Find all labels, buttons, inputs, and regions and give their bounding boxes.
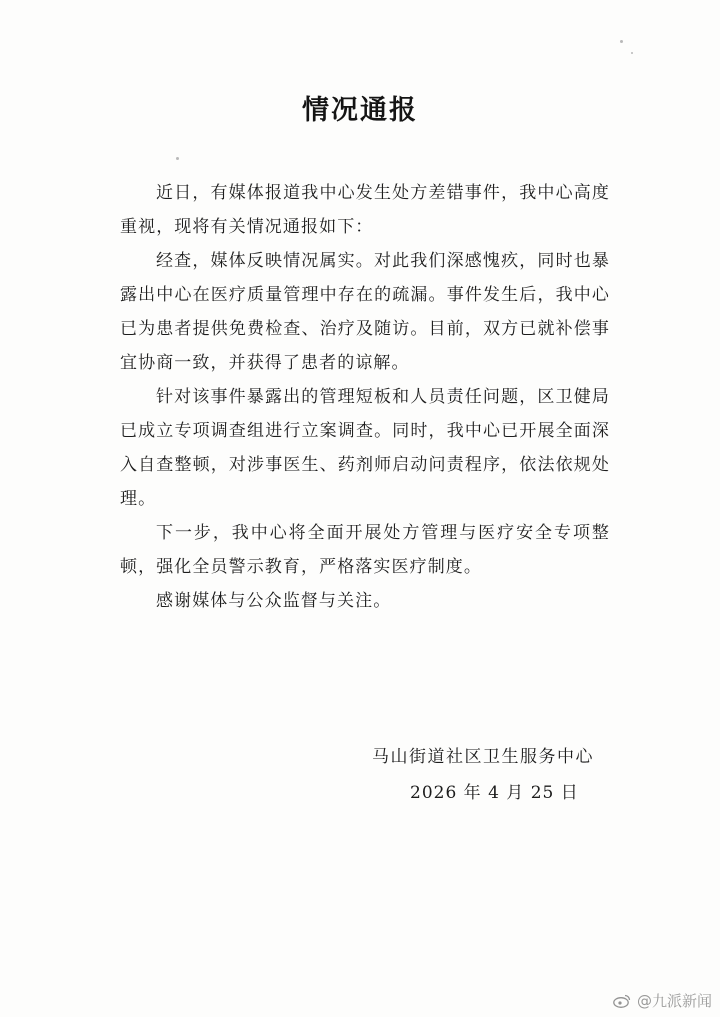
paragraph-5: 感谢媒体与公众监督与关注。 [156,591,392,611]
paragraph-3: 针对该事件暴露出的管理短板和人员责任问题，区卫健局已成立专项调查组进行立案调查。同时，我中心已开展全面深入自查整顿，对涉事医生、药剂师启动问责程序，依法依规处理。 [120,387,610,509]
watermark [613,990,712,1011]
issuer-signature: 马山街道社区卫生服务中心 [372,747,594,767]
paragraph-2: 经查，媒体反映情况属实。对此我们深感愧疚，同时也暴露出中心在医疗质量管理中存在的疏漏。事件发生后，我中心已为患者提供免费检查、治疗及随访。目前，双方已就补偿事宜协商一致，并获得了患者的谅解。 [120,251,610,373]
document-body [120,176,610,618]
paragraph-4: 下一步，我中心将全面开展处方管理与医疗安全专项整顿，强化全员警示教育，严格落实医疗制度。 [120,523,610,577]
scan-speck [620,40,623,43]
weibo-icon [613,994,631,1008]
scan-speck [176,157,179,160]
scan-speck [631,52,633,54]
issue-date: 2026 年 4 月 25 日 [410,783,579,803]
watermark-text: @九派新闻 [636,992,712,1010]
paragraph-1: 近日，有媒体报道我中心发生处方差错事件，我中心高度重视，现将有关情况通报如下： [120,183,610,237]
document-title: 情况通报 [302,95,418,126]
